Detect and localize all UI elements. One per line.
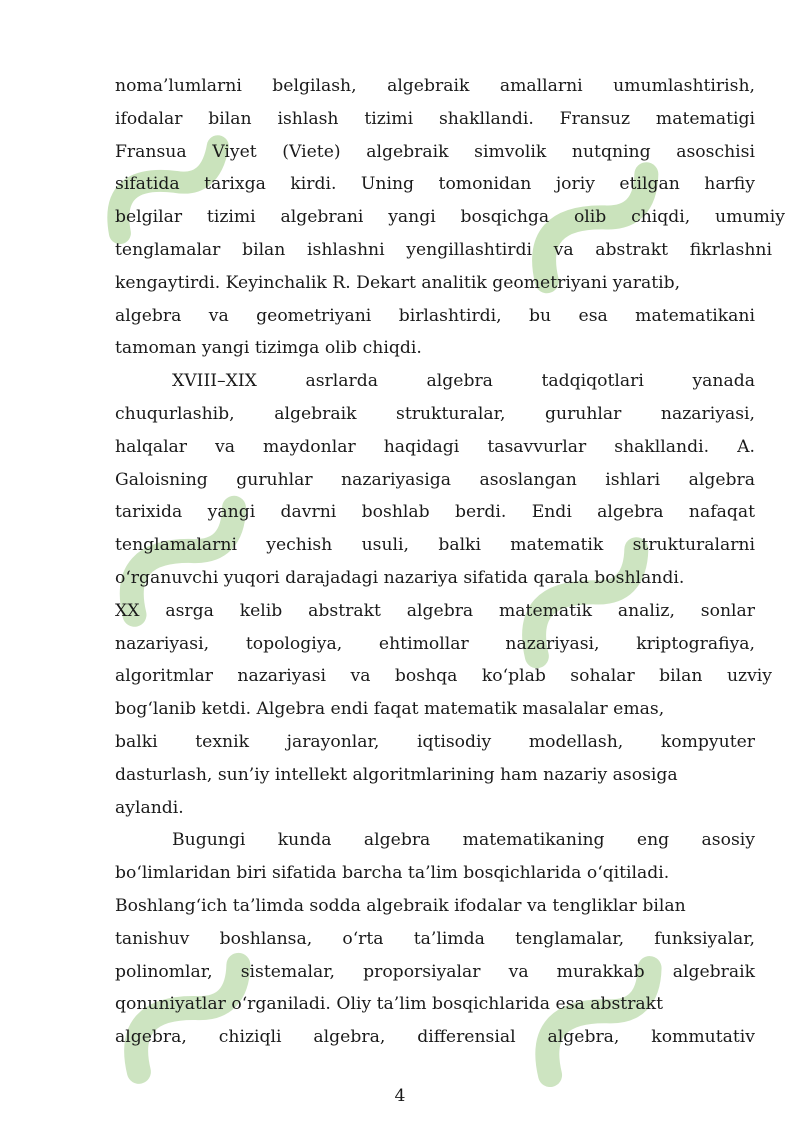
text-line: algoritmlar nazariyasi va boshqa ko‘plab sohalar bilan uzviy — [115, 666, 772, 687]
text-line: algebra va geometriyani birlashtirdi, bu esa matematikani — [115, 305, 755, 326]
page-number: 4 — [394, 1086, 406, 1106]
text-line: tenglamalar bilan ishlashni yengillashtirdi va abstrakt fikrlashni — [115, 239, 772, 260]
text-line: halqalar va maydonlar haqidagi tasavvurlar shakllandi. A. — [115, 436, 755, 457]
text-line: XX asrga kelib abstrakt algebra matematik analiz, sonlar — [115, 600, 755, 621]
text-line: sifatida tarixga kirdi. Uning tomonidan joriy etilgan harfiy — [115, 174, 755, 195]
text-line: nazariyasi, topologiya, ehtimollar nazariyasi, kriptografiya, — [115, 633, 755, 654]
text-line: Galoisning guruhlar nazariyasiga asoslangan ishlari algebra — [115, 469, 755, 490]
text-line: balki texnik jarayonlar, iqtisodiy modellash, kompyuter — [115, 731, 755, 752]
text-line: algebra, chiziqli algebra, differensial algebra, kommutativ — [115, 1027, 755, 1048]
paragraph-1 — [115, 70, 785, 365]
text-line: tarixida yangi davrni boshlab berdi. Endi algebra nafaqat — [115, 502, 755, 523]
text-line: o‘rganuvchi yuqori darajadagi nazariya sifatida qarala boshlandi. — [115, 567, 685, 588]
text-line: chuqurlashib, algebraik strukturalar, guruhlar nazariyasi, — [115, 403, 755, 424]
text-line: aylandi. — [115, 797, 184, 818]
paragraph-2 — [115, 365, 772, 824]
text-line: polinomlar, sistemalar, proporsiyalar va murakkab algebraik — [115, 961, 755, 982]
text-line: Bugungi kunda algebra matematikaning eng asosiy — [172, 830, 755, 851]
page-body — [115, 70, 785, 1054]
text-line: Boshlang‘ich ta’limda sodda algebraik ifodalar va tengliklar bilan — [115, 895, 686, 916]
text-line: XVIII–XIX asrlarda algebra tadqiqotlari yanada — [172, 371, 755, 392]
text-line: ifodalar bilan ishlash tizimi shakllandi. Fransuz matematigi — [115, 108, 755, 129]
text-line: Fransua Viyet (Viete) algebraik simvolik nutqning asoschisi — [115, 141, 755, 162]
text-line: tanishuv boshlansa, o‘rta ta’limda tenglamalar, funksiyalar, — [115, 928, 755, 949]
text-line: qonuniyatlar o‘rganiladi. Oliy ta’lim bosqichlarida esa abstrakt — [115, 994, 663, 1015]
text-line: kengaytirdi. Keyinchalik R. Dekart analitik geometriyani yaratib, — [115, 272, 681, 293]
text-line: dasturlash, sun’iy intellekt algoritmlarining ham nazariy asosiga — [115, 764, 678, 785]
text-line: tenglamalarni yechish usuli, balki matematik strukturalarni — [115, 535, 755, 556]
text-line: bog‘lanib ketdi. Algebra endi faqat matematik masalalar emas, — [115, 699, 665, 720]
paragraph-3 — [115, 824, 755, 1054]
text-line: belgilar tizimi algebrani yangi bosqichga olib chiqdi, umumiy — [115, 207, 785, 228]
text-line: noma’lumlarni belgilash, algebraik amallarni umumlashtirish, — [115, 76, 755, 96]
text-line: tamoman yangi tizimga olib chiqdi. — [115, 338, 422, 359]
text-line: bo‘limlaridan biri sifatida barcha ta’lim bosqichlarida o‘qitiladi. — [115, 863, 670, 884]
